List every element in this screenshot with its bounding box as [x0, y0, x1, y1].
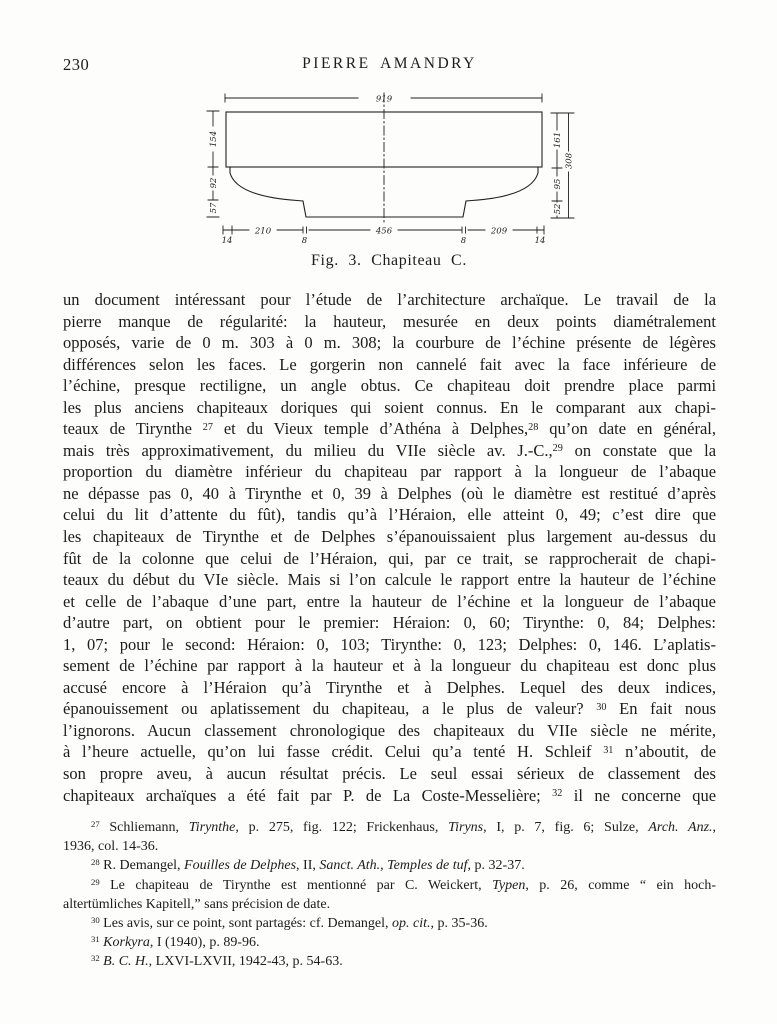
text-line — [63, 698, 716, 720]
footnote-line — [63, 876, 716, 895]
text-line — [63, 548, 716, 570]
text-line — [63, 332, 716, 354]
right-dimension — [551, 113, 575, 218]
dim-label-bottom-3: 456 — [375, 226, 393, 237]
text-line-content: chapiteaux archaïques a été fait par P. de La Coste-Messelière; $^{32}$ il ne concerne que — [63, 785, 717, 805]
text-line — [63, 591, 716, 613]
text-line — [63, 612, 716, 634]
text-line-content: à l’heure actuelle, qu’on lui fasse crédit. Celui qu’a tenté H. Schleif $^{31}$ n’aboutit, de — [63, 742, 717, 762]
text-line-content: d’autre part, on obtient pour le premier: Héraion: 0, 60; Tirynthe: 0, 84; Delphes: — [63, 613, 716, 633]
text-line-content: fût de la colonne que celui de l’Héraion, qui, par ce trait, se rapprocherait de chapi- — [63, 548, 716, 568]
running-title: PIERRE AMANDRY — [302, 55, 477, 72]
text-line-content: mais très approximativement, du milieu du VIIe siècle av. J.-C.,$^{29}$ on constate que la — [63, 440, 717, 460]
dim-label-top-width: 919 — [375, 94, 393, 105]
text-line-content: son propre aveu, à aucun résultat précis. Le seul essai sérieux de classement des — [63, 764, 716, 784]
text-line — [63, 440, 716, 462]
footnote-line-content: $^{27}$ Schliemann, Tirynthe, p. 275, fig. 122; Frickenhaus, Tiryns, I, p. 7, fig. 6; Sulze, Arch. Anz., — [91, 819, 717, 835]
dim-label-bottom-6: 14 — [534, 236, 546, 246]
footnote-line-content: 1936, col. 14-36. — [63, 839, 159, 855]
text-line-content: l’échine, presque rectiligne, un angle obtus. Ce chapiteau doit prendre place parmi — [63, 376, 717, 396]
text-line — [63, 504, 716, 526]
footnote-line-content: $^{28}$ R. Demangel, Fouilles de Delphes, II, Sanct. Ath., Temples de tuf, p. 32-37. — [91, 857, 525, 874]
dim-label-left-1: 92 — [209, 177, 219, 189]
text-line — [63, 677, 716, 699]
dim-label-right-0: 161 — [553, 131, 563, 149]
capital-technical-drawing — [193, 86, 585, 248]
footnote-line — [63, 952, 716, 971]
text-line-content: celui du lit d’attente du fût), tandis qu’à l’Héraion, elle atteint 0, 49; c’est dire que — [63, 505, 717, 525]
text-line — [63, 655, 716, 677]
dim-label-right-total: 308 — [564, 152, 575, 170]
dim-label-left-0: 154 — [209, 130, 219, 148]
text-line — [63, 397, 716, 419]
text-line — [63, 741, 716, 763]
footnote-line — [63, 933, 716, 952]
text-line — [63, 311, 716, 333]
figure-caption: Fig. 3. Chapiteau C. — [311, 252, 467, 269]
text-line — [63, 785, 716, 807]
dim-label-bottom-0: 14 — [221, 236, 233, 246]
left-dimension — [207, 111, 219, 217]
text-line-content: sement de l’échine par rapport à la hauteur et à la longueur du chapiteau est donc plus — [63, 656, 716, 676]
text-line — [63, 634, 716, 656]
text-line — [63, 569, 716, 591]
text-line-content: proportion du diamètre inférieur du chapiteau par rapport à la longueur de l’abaque — [63, 462, 717, 482]
text-line — [63, 289, 716, 311]
footnote-line — [63, 895, 716, 914]
text-line-content: opposés, varie de 0 m. 303 à 0 m. 308; la courbure de l’échine présente de légères — [63, 333, 716, 353]
text-line-content: pierre manque de régularité: la hauteur, mesurée en deux points diamétralement — [63, 311, 716, 331]
text-line — [63, 526, 716, 548]
text-line — [63, 418, 716, 440]
footnote-line-content: $^{30}$ Les avis, sur ce point, sont partagés: cf. Demangel, op. cit., p. 35-36. — [91, 915, 488, 931]
text-line-content: différences selon les faces. Le gorgerin non cannelé fait avec la face inférieure de — [63, 354, 717, 374]
text-line-content: accusé encore à l’Héraion qu’à Tirynthe et à Delphes. Lequel des deux indices, — [63, 677, 717, 697]
footnote-line-content: altertümliches Kapitell,” sans précision de date. — [63, 896, 331, 912]
text-line-content: les chapiteaux de Tirynthe et de Delphes s’épanouissaient plus largement au-dessus du — [63, 527, 716, 547]
page-number: 230 — [63, 55, 90, 74]
body-text — [63, 289, 716, 806]
bottom-dimension — [222, 226, 546, 246]
text-line — [63, 483, 716, 505]
footnote-line — [63, 856, 716, 875]
figure-chapiteau-c — [193, 86, 585, 270]
text-line-content: 1, 07; pour le second: Héraion: 0, 103; Tirynthe: 0, 123; Delphes: 0, 146. L’aplatis- — [63, 634, 716, 654]
dim-label-bottom-2: 8 — [301, 236, 308, 246]
text-line-content: ne dépasse pas 0, 40 à Tirynthe et 0, 39 à Delphes (où le diamètre est restitué d’après — [63, 483, 717, 503]
dim-label-bottom-1: 210 — [254, 226, 272, 237]
footnotes — [63, 818, 716, 972]
text-line-content: un document intéressant pour l’étude de l’architecture archaïque. Le travail de la — [63, 290, 717, 309]
text-line — [63, 720, 716, 742]
footnote-line-content: $^{29}$ Le chapiteau de Tirynthe est mentionné par C. Weickert, Typen, p. 26, comme “ ein hoch- — [91, 876, 716, 893]
dim-label-left-2: 57 — [209, 202, 219, 214]
dim-label-right-1: 95 — [553, 178, 563, 190]
text-line — [63, 354, 716, 376]
dim-label-bottom-5: 209 — [490, 226, 508, 237]
text-line-content: épanouissement ou aplatissement du chapiteau, a le plus de valeur? $^{30}$ En fait nous — [63, 699, 717, 719]
footnote-line — [63, 837, 716, 856]
text-line — [63, 763, 716, 785]
footnote-line — [63, 914, 716, 933]
footnote-line-content: $^{31}$ Korkyra, I (1940), p. 89-96. — [91, 934, 260, 951]
text-line-content: l’ignorons. Aucun classement chronologique des chapiteaux du VIIe siècle ne mérite, — [63, 720, 716, 740]
text-line-content: les plus anciens chapiteaux doriques qui soient connus. En le comparant aux chapi- — [63, 397, 716, 417]
footnote-line — [63, 818, 716, 837]
footnote-line-content: $^{32}$ B. C. H., LXVI-LXVII, 1942-43, p. 54-63. — [91, 953, 343, 970]
text-line-content: teaux de Tirynthe $^{27}$ et du Vieux temple d’Athéna à Delphes,$^{28}$ qu’on date en général, — [63, 419, 716, 439]
top-dimension — [225, 94, 542, 105]
dim-label-right-2: 52 — [553, 203, 563, 215]
text-line-content: teaux du début du VIe siècle. Mais si l’on calcule le rapport entre la hauteur de l’échine — [63, 570, 716, 590]
text-line-content: et celle de l’abaque d’une part, entre la hauteur de l’échine et la longueur de l’abaque — [63, 591, 716, 611]
text-line — [63, 461, 716, 483]
text-line — [63, 375, 716, 397]
dim-label-bottom-4: 8 — [460, 236, 467, 246]
